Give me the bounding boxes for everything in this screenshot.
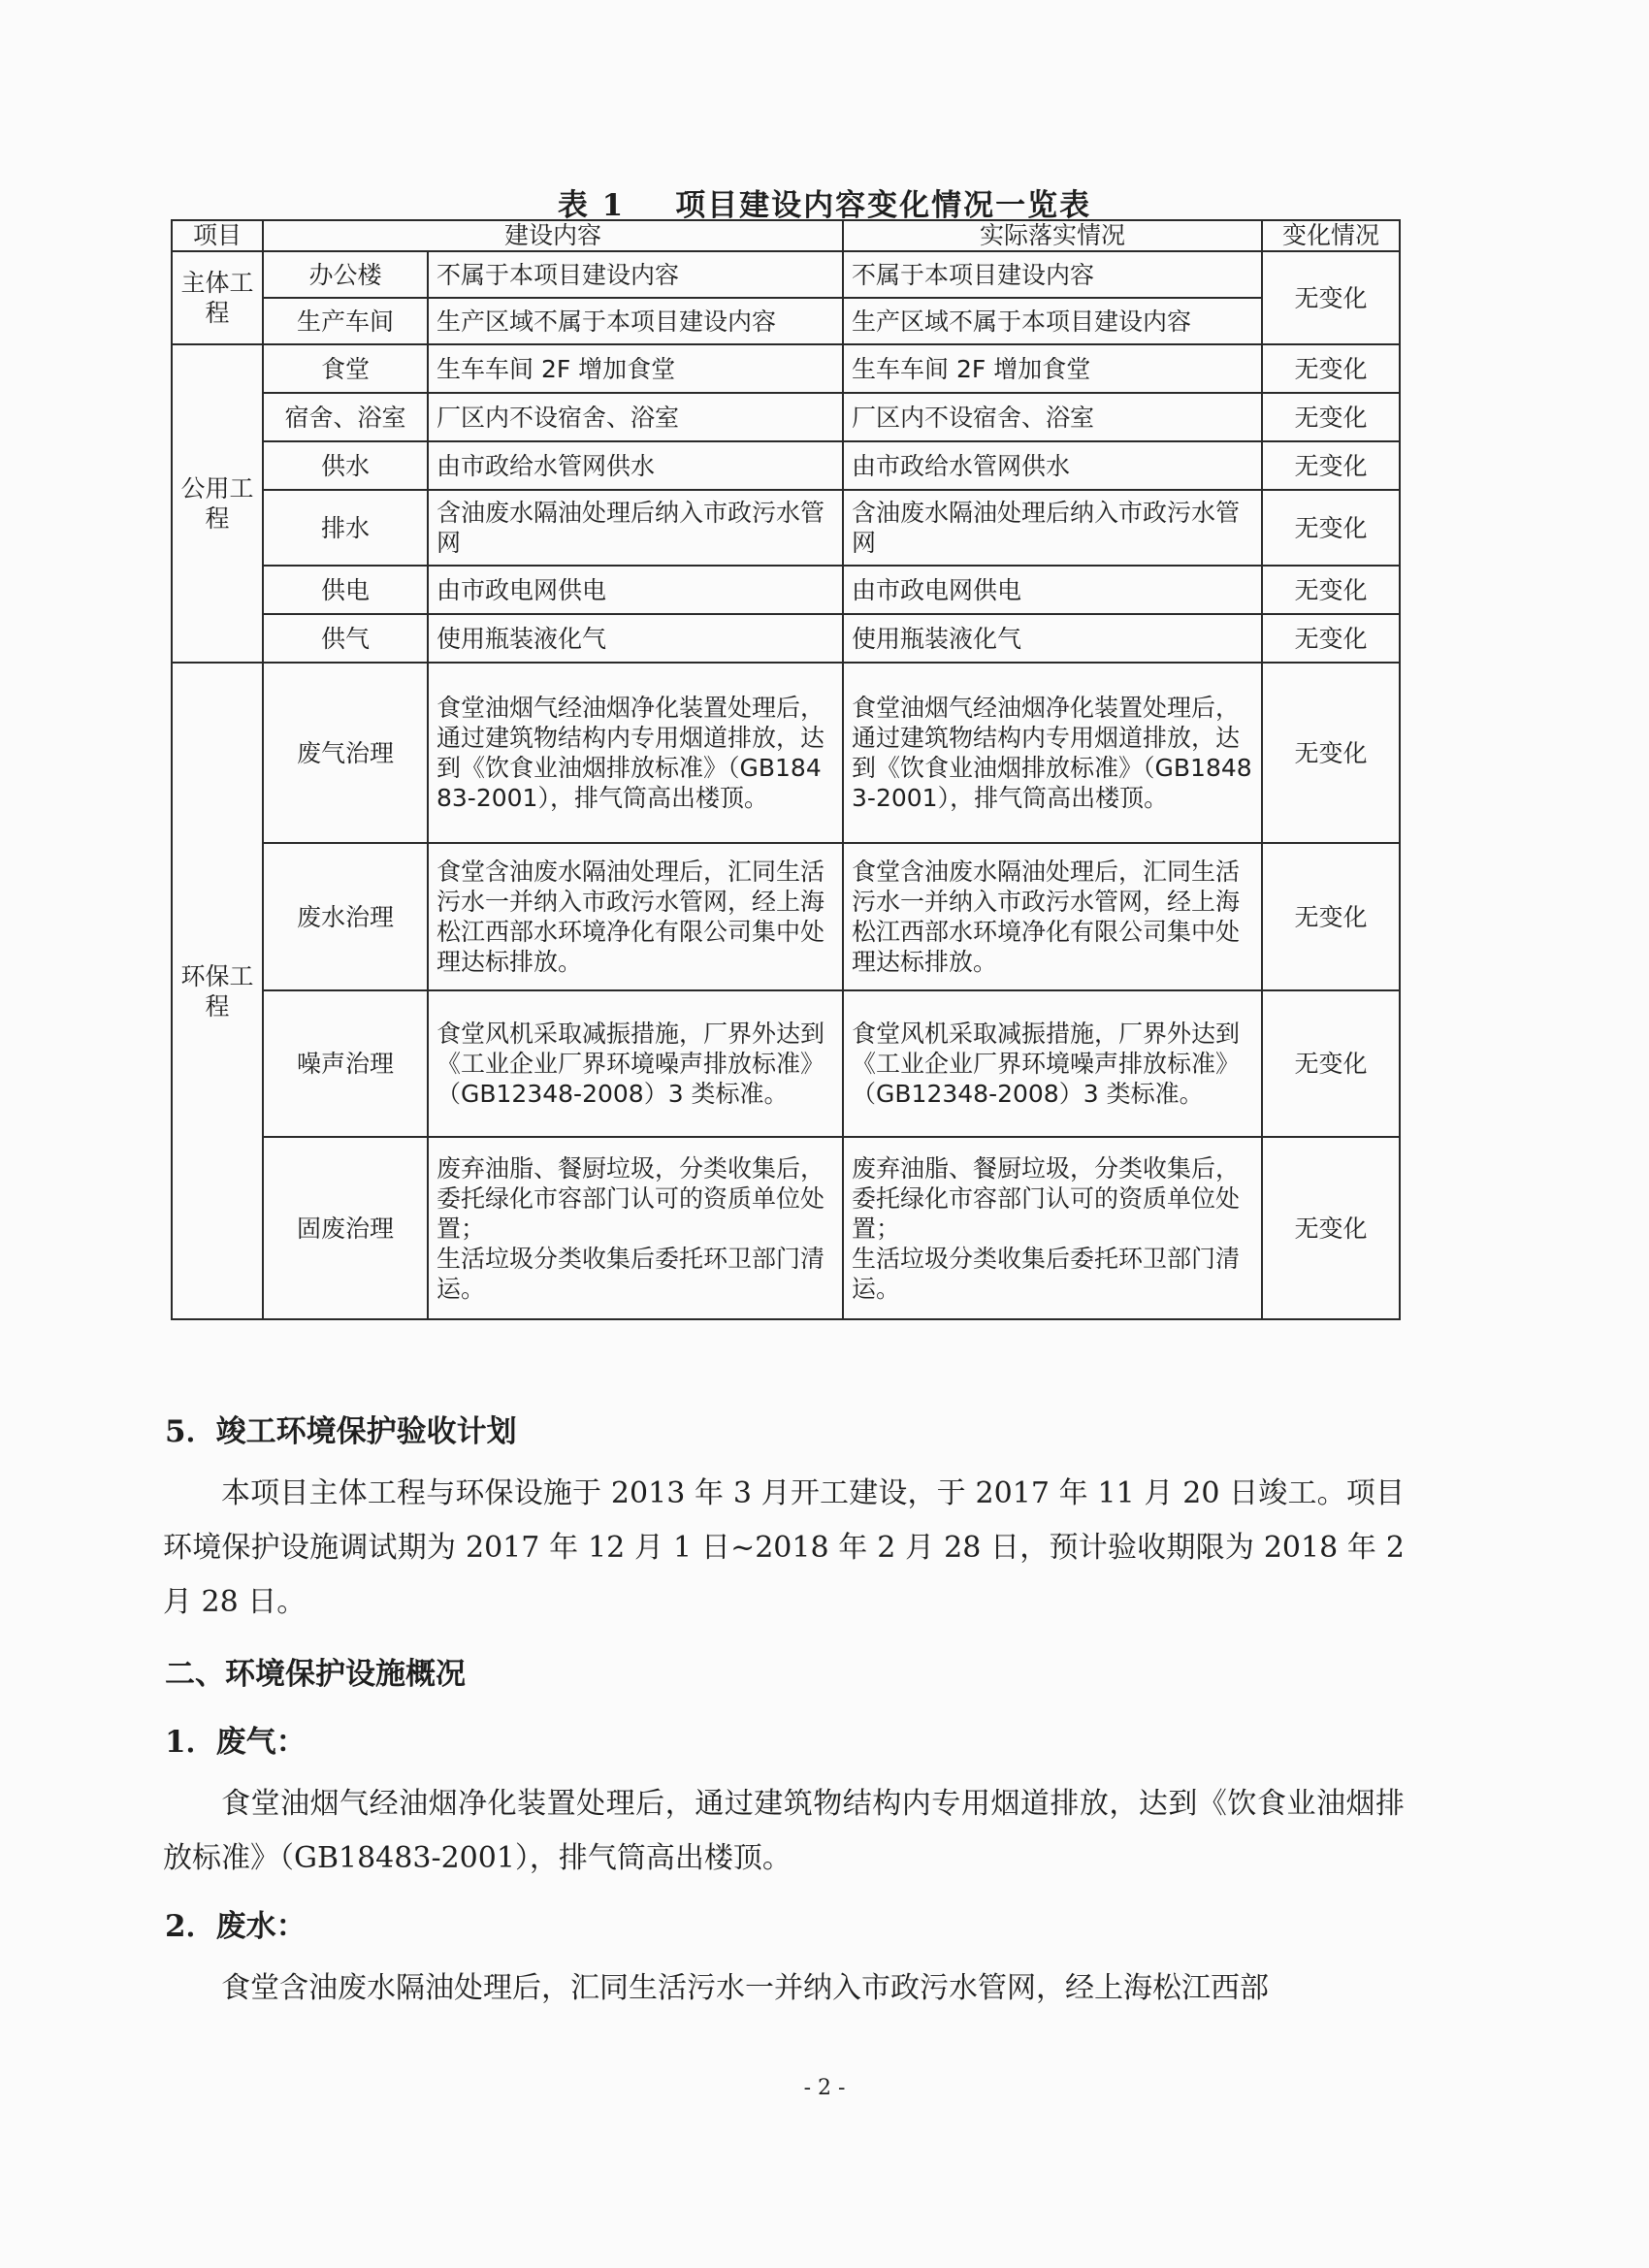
group-utility: 公用工程: [172, 344, 263, 663]
row-change: 无变化: [1262, 990, 1400, 1137]
row-actual: 由市政电网供电: [843, 566, 1262, 614]
group-env: 环保工程: [172, 663, 263, 1319]
row-change: 无变化: [1262, 843, 1400, 990]
row-item: 噪声治理: [263, 990, 428, 1137]
sub2-heading: 2．废水：: [165, 1909, 307, 1944]
project-change-table: [171, 219, 1401, 1320]
header-item: 项目: [172, 220, 263, 251]
row-actual: 生产区域不属于本项目建设内容: [843, 298, 1262, 344]
row-item: 宿舍、浴室: [263, 393, 428, 441]
table-caption-number: 表 1: [557, 188, 626, 223]
header-change: 变化情况: [1262, 220, 1400, 251]
table-row: [172, 251, 1400, 298]
section5-heading: 5．竣工环境保护验收计划: [165, 1414, 517, 1449]
row-actual: 食堂含油废水隔油处理后，汇同生活污水一并纳入市政污水管网，经上海松江西部水环境净化有限公司集中处理达标排放。: [843, 843, 1262, 990]
row-item: 食堂: [263, 344, 428, 393]
row-build-line2: 生活垃圾分类收集后委托环卫部门清运。: [436, 1244, 825, 1303]
row-change: 无变化: [1262, 344, 1400, 393]
row-build: 食堂风机采取减振措施，厂界外达到《工业企业厂界环境噪声排放标准》（GB12348-2008）3 类标准。: [428, 990, 843, 1137]
row-build: 由市政给水管网供水: [428, 441, 843, 490]
row-change: 无变化: [1262, 490, 1400, 566]
section2-heading: 二、环境保护设施概况: [165, 1657, 466, 1692]
table-row: [172, 344, 1400, 393]
row-build: 食堂油烟气经油烟净化装置处理后，通过建筑物结构内专用烟道排放，达到《饮食业油烟排放标准》（GB18483-2001），排气筒高出楼顶。: [428, 663, 843, 843]
row-build: 不属于本项目建设内容: [428, 251, 843, 298]
row-actual: 不属于本项目建设内容: [843, 251, 1262, 298]
row-actual: 使用瓶装液化气: [843, 614, 1262, 663]
row-build-line1: 废弃油脂、餐厨垃圾，分类收集后，委托绿化市容部门认可的资质单位处置；: [436, 1153, 825, 1243]
table-header-row: [172, 220, 1400, 251]
row-item: 供电: [263, 566, 428, 614]
row-actual: 厂区内不设宿舍、浴室: [843, 393, 1262, 441]
group-main: 主体工程: [172, 251, 263, 344]
sub1-heading: 1．废气：: [165, 1725, 307, 1760]
row-build: 含油废水隔油处理后纳入市政污水管网: [428, 490, 843, 566]
row-build: [428, 1137, 843, 1319]
row-build: 生车车间 2F 增加食堂: [428, 344, 843, 393]
header-actual: 实际落实情况: [843, 220, 1262, 251]
table-caption: [0, 180, 1649, 224]
row-change: 无变化: [1262, 441, 1400, 490]
row-build: 使用瓶装液化气: [428, 614, 843, 663]
row-item: 办公楼: [263, 251, 428, 298]
table-caption-text: 项目建设内容变化情况一览表: [675, 188, 1092, 223]
row-build: 厂区内不设宿舍、浴室: [428, 393, 843, 441]
row-change: 无变化: [1262, 1137, 1400, 1319]
section5-paragraph: 本项目主体工程与环保设施于 2013 年 3 月开工建设，于 2017 年 11 月 20 日竣工。项目环境保护设施调试期为 2017 年 12 月 1 日~2018 年 2 月 28 日，预计验收期限为 2018 年 2 月 28 日。: [163, 1476, 1405, 1619]
table-row: [172, 490, 1400, 566]
table-row: [172, 566, 1400, 614]
table-row: [172, 298, 1400, 344]
row-change: 无变化: [1262, 663, 1400, 843]
row-item: 固废治理: [263, 1137, 428, 1319]
row-item: 废水治理: [263, 843, 428, 990]
row-change: 无变化: [1262, 393, 1400, 441]
table-row: [172, 990, 1400, 1137]
row-actual: 食堂油烟气经油烟净化装置处理后，通过建筑物结构内专用烟道排放，达到《饮食业油烟排放标准》（GB18483-2001），排气筒高出楼顶。: [843, 663, 1262, 843]
row-item: 生产车间: [263, 298, 428, 344]
table-row: [172, 614, 1400, 663]
row-item: 供气: [263, 614, 428, 663]
row-actual: 由市政给水管网供水: [843, 441, 1262, 490]
row-change: 无变化: [1262, 566, 1400, 614]
page-number: - 2 -: [803, 2076, 846, 2100]
table-row: [172, 843, 1400, 990]
table-row: [172, 441, 1400, 490]
row-item: 排水: [263, 490, 428, 566]
header-build: 建设内容: [263, 220, 843, 251]
row-item: 废气治理: [263, 663, 428, 843]
row-item: 供水: [263, 441, 428, 490]
row-actual-line1: 废弃油脂、餐厨垃圾，分类收集后，委托绿化市容部门认可的资质单位处置；: [852, 1153, 1241, 1243]
row-actual: 食堂风机采取减振措施，厂界外达到《工业企业厂界环境噪声排放标准》（GB12348-2008）3 类标准。: [843, 990, 1262, 1137]
row-build: 食堂含油废水隔油处理后，汇同生活污水一并纳入市政污水管网，经上海松江西部水环境净化有限公司集中处理达标排放。: [428, 843, 843, 990]
row-change: 无变化: [1262, 614, 1400, 663]
table-row: [172, 393, 1400, 441]
table-row: [172, 1137, 1400, 1319]
row-build: 由市政电网供电: [428, 566, 843, 614]
sub1-paragraph: 食堂油烟气经油烟净化装置处理后，通过建筑物结构内专用烟道排放，达到《饮食业油烟排放标准》（GB18483-2001），排气筒高出楼顶。: [163, 1787, 1405, 1875]
row-actual: 生车车间 2F 增加食堂: [843, 344, 1262, 393]
row-build: 生产区域不属于本项目建设内容: [428, 298, 843, 344]
row-actual-line2: 生活垃圾分类收集后委托环卫部门清运。: [852, 1244, 1241, 1303]
row-change: 无变化: [1262, 251, 1400, 344]
row-actual: 含油废水隔油处理后纳入市政污水管网: [843, 490, 1262, 566]
sub2-paragraph: 食堂含油废水隔油处理后，汇同生活污水一并纳入市政污水管网，经上海松江西部: [221, 1971, 1269, 2005]
row-actual: [843, 1137, 1262, 1319]
table-row: [172, 663, 1400, 843]
